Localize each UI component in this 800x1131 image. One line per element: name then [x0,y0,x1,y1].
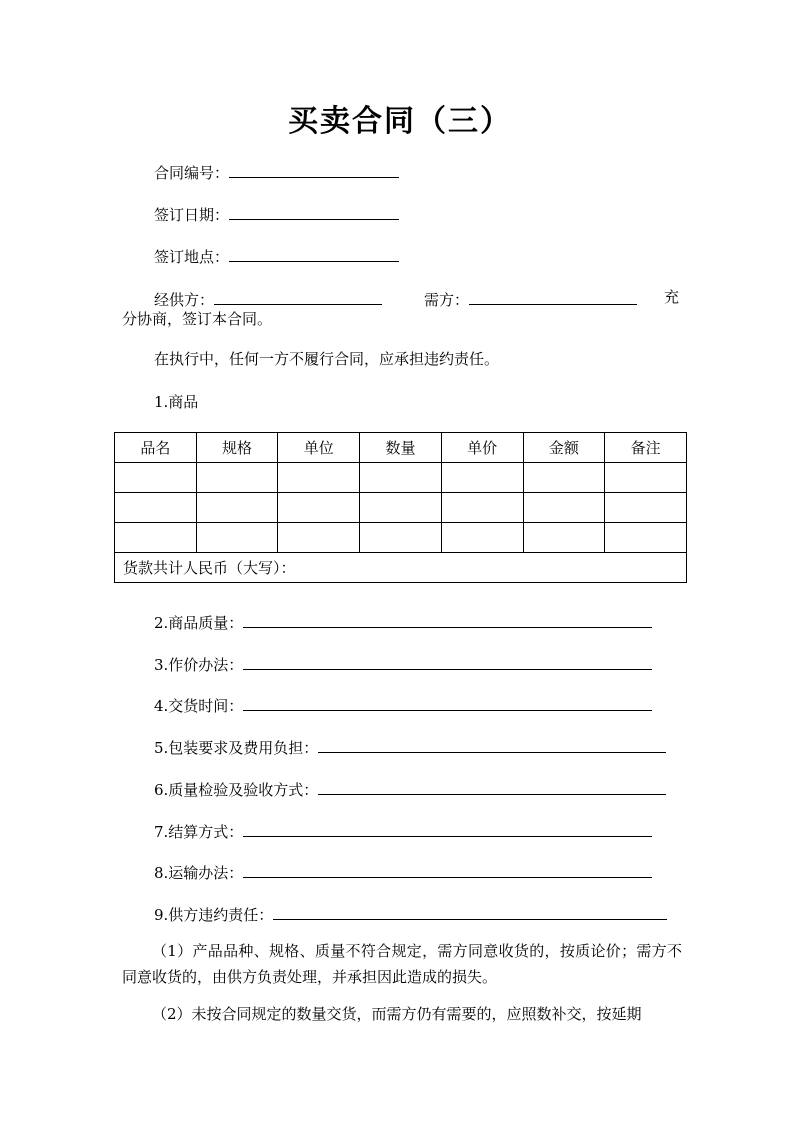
table-cell[interactable] [360,493,442,523]
sign-place-row [154,244,399,267]
col-header-name: 品名 [115,433,197,463]
table-cell[interactable] [115,493,197,523]
table-cell[interactable] [360,463,442,493]
table-row [115,493,687,523]
goods-total-cell[interactable]: 货款共计人民币（大写）： [115,553,687,583]
table-cell[interactable] [441,463,523,493]
col-header-spec: 规格 [196,433,278,463]
table-cell[interactable] [523,493,605,523]
clause-label: 6.质量检验及验收方式： [154,781,319,799]
contract-number-row [154,160,399,183]
clause-label: 8.运输办法： [154,864,244,882]
table-cell[interactable] [523,463,605,493]
table-cell[interactable] [196,493,278,523]
clause-pricing [154,652,652,675]
clause-quality [154,610,652,633]
clause-field[interactable] [243,860,652,878]
clause-supplier-liability [154,902,667,925]
liability-paragraph-1: （1）产品品种、规格、质量不符合规定，需方同意收货的，按质论价；需方不同意收货的，由供方负责处理，并承担因此造成的损失。 [122,942,682,986]
goods-table [114,432,687,583]
table-cell[interactable] [605,463,687,493]
buyer-row [424,287,637,310]
table-cell[interactable] [115,523,197,553]
sign-place-field[interactable] [229,244,399,262]
clause-label: 7.结算方式： [154,823,244,841]
table-cell[interactable] [605,493,687,523]
table-cell[interactable] [196,463,278,493]
contract-number-field[interactable] [229,160,399,178]
goods-total-row [115,553,687,583]
parties-continuation: 分协商，签订本合同。 [122,310,273,328]
clause-label: 4.交货时间： [154,697,244,715]
clause-field[interactable] [273,902,667,920]
sign-date-label: 签订日期： [154,206,230,224]
buyer-field[interactable] [469,287,637,305]
table-cell[interactable] [605,523,687,553]
clause-transport [154,860,652,883]
clause-label: 2.商品质量： [154,614,244,632]
contract-number-label: 合同编号： [154,164,230,182]
table-cell[interactable] [441,523,523,553]
goods-heading: 1.商品 [154,393,199,411]
page-title: 买卖合同（三） [288,104,512,139]
buyer-label: 需方： [424,291,470,309]
table-row [115,523,687,553]
table-cell[interactable] [196,523,278,553]
clause-packaging [154,735,666,758]
clause-settlement [154,819,652,842]
table-cell[interactable] [278,463,360,493]
col-header-unit-price: 单价 [441,433,523,463]
clause-field[interactable] [243,610,652,628]
supplier-row [154,287,382,310]
clause-field[interactable] [243,819,652,837]
col-header-unit: 单位 [278,433,360,463]
table-cell[interactable] [441,493,523,523]
sign-date-field[interactable] [229,202,399,220]
col-header-amount: 金额 [523,433,605,463]
table-cell[interactable] [523,523,605,553]
supplier-label: 经供方： [154,291,215,309]
clause-inspection [154,777,666,800]
clause-delivery-time [154,693,652,716]
col-header-remarks: 备注 [605,433,687,463]
clause-label: 5.包装要求及费用负担： [154,739,319,757]
table-cell[interactable] [115,463,197,493]
sign-place-label: 签订地点： [154,248,230,266]
parties-tail-char: 充 [664,288,680,306]
table-cell[interactable] [278,523,360,553]
sign-date-row [154,202,399,225]
intro-text: 在执行中，任何一方不履行合同，应承担违约责任。 [154,350,500,368]
clause-label: 3.作价办法： [154,656,244,674]
clause-field[interactable] [318,735,666,753]
clause-field[interactable] [243,652,652,670]
supplier-field[interactable] [214,287,382,305]
clause-field[interactable] [318,777,666,795]
table-row [115,463,687,493]
clause-field[interactable] [243,693,652,711]
table-cell[interactable] [278,493,360,523]
clause-label: 9.供方违约责任： [154,906,274,924]
goods-header-row [115,433,687,463]
col-header-quantity: 数量 [360,433,442,463]
table-cell[interactable] [360,523,442,553]
liability-paragraph-2: （2）未按合同规定的数量交货，而需方仍有需要的，应照数补交，按延期 [152,1005,642,1023]
